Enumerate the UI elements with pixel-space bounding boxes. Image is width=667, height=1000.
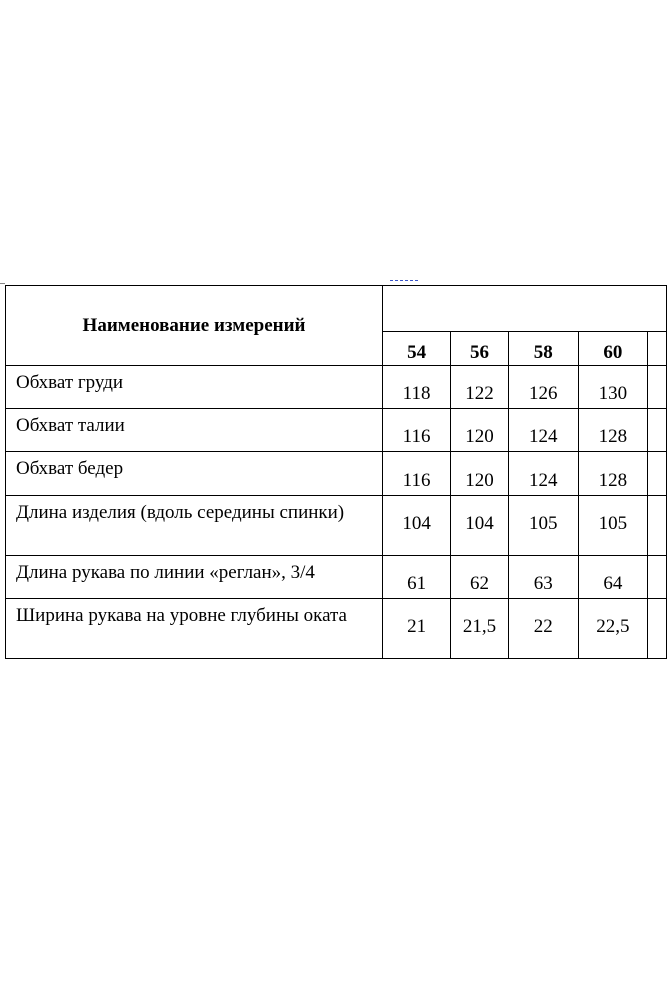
table-cell: 128 [578,452,647,496]
row-label: Обхват бедер [6,452,383,496]
table-row [6,556,667,599]
row-label: Обхват груди [6,366,383,409]
row-label: Длина изделия (вдоль середины спинки) [6,496,383,556]
dotted-marker [390,280,418,281]
size-header: 60 [578,332,647,366]
table-row [6,409,667,452]
size-header: 56 [451,332,509,366]
table-cell: 124 [508,452,578,496]
size-header: 54 [383,332,451,366]
table-cell: 105 [508,496,578,556]
row-label: Ширина рукава на уровне глубины оката [6,599,383,659]
table-cell-extra [647,452,666,496]
table-cell: 21,5 [451,599,509,659]
table-cell: 126 [508,366,578,409]
table-cell: 116 [383,452,451,496]
table-cell: 105 [578,496,647,556]
table-cell-extra [647,556,666,599]
table-cell: 122 [451,366,509,409]
row-label: Обхват талии [6,409,383,452]
table-cell: 104 [383,496,451,556]
table-header-top-row [6,286,667,332]
table-cell: 61 [383,556,451,599]
table-row [6,366,667,409]
table-cell-extra [647,409,666,452]
table-cell: 63 [508,556,578,599]
table-cell: 120 [451,409,509,452]
table-cell: 64 [578,556,647,599]
size-header-extra [647,332,666,366]
table-cell: 124 [508,409,578,452]
row-label: Длина рукава по линии «реглан», 3/4 [6,556,383,599]
table-row [6,452,667,496]
table-cell-extra [647,599,666,659]
table-cell: 104 [451,496,509,556]
table-cell: 130 [578,366,647,409]
table-cell: 118 [383,366,451,409]
table-cell: 22,5 [578,599,647,659]
table-cell: 22 [508,599,578,659]
size-header: 58 [508,332,578,366]
table-cell: 21 [383,599,451,659]
table-cell-extra [647,496,666,556]
measurement-name-header: Наименование измерений [6,286,383,366]
table-cell: 116 [383,409,451,452]
table-cell: 128 [578,409,647,452]
size-chart-table [5,285,667,659]
table-cell: 62 [451,556,509,599]
sizes-header-cell [383,286,667,332]
table-row [6,599,667,659]
table-cell-extra [647,366,666,409]
table-row [6,496,667,556]
margin-mark [0,283,5,284]
table-cell: 120 [451,452,509,496]
